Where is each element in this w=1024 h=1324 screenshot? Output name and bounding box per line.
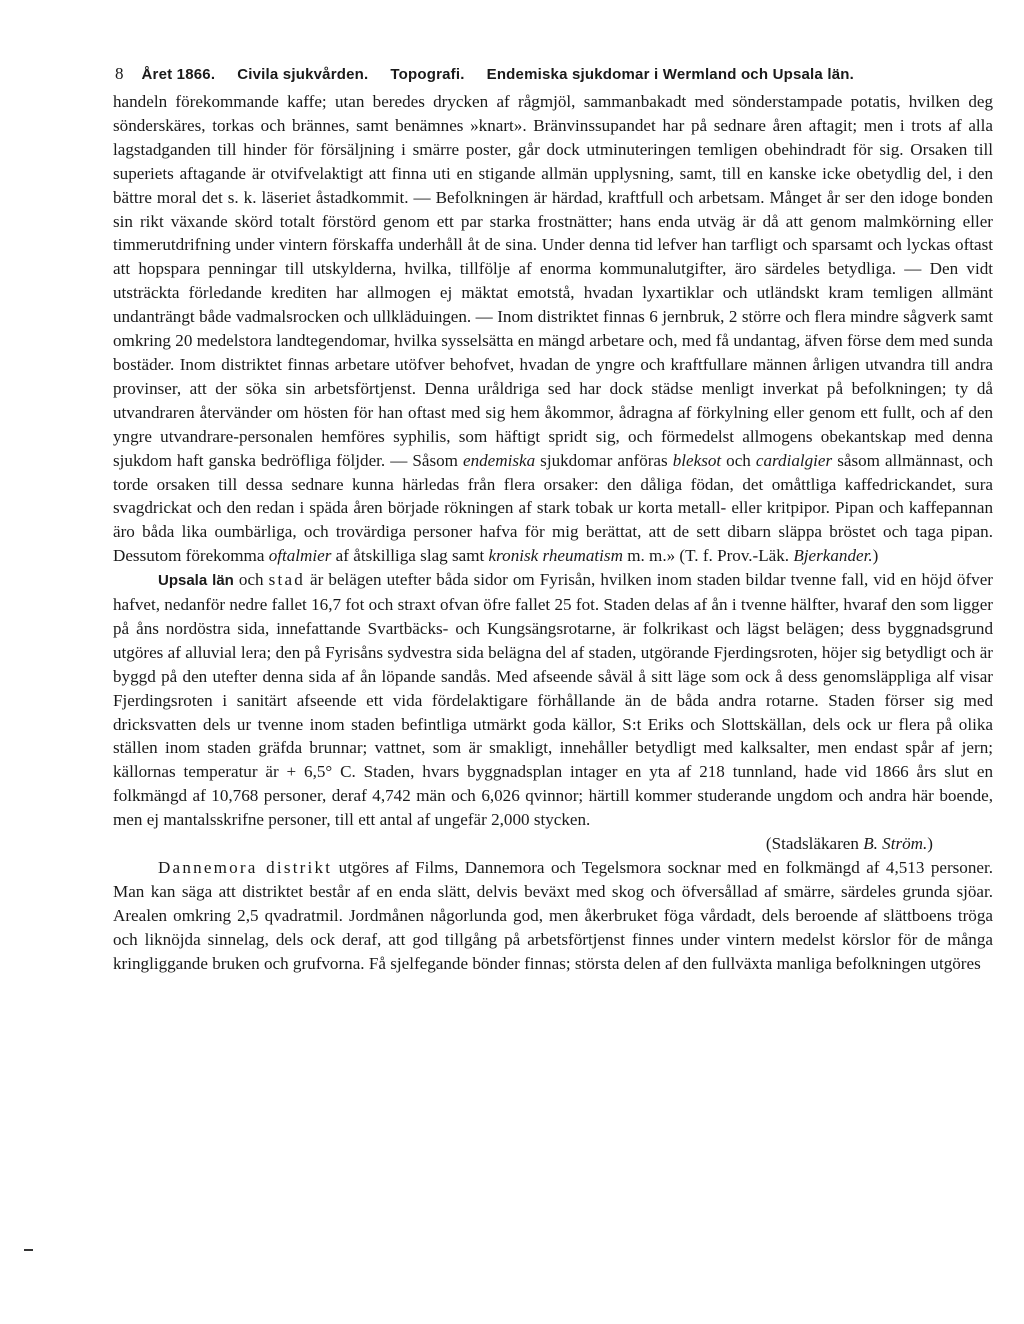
header-year: Året 1866. — [141, 66, 216, 83]
header-subsection: Topografi. — [390, 66, 465, 83]
paragraph-dannemora — [113, 856, 993, 976]
signature-stadslakaren — [113, 832, 993, 856]
italic-run: Bjerkander. — [793, 546, 873, 566]
text-run: utgöres af Films, Dannemora och Tegelsmora socknar med en folkmängd af 4,513 personer. Man kan säga att distriktet består af en enda slätt, delvis beväxt med skog och öfversållad af smärre, särdeles grunda sjöar. Arealen omkring 2,5 qvadratmil. Jordmånen någorlunda god, men åkerbruket föga vårdadt, dels beroende af slättboens tröga och liknöjda sinnelag, dels ock deraf, att god tillgång på arbetsförtjenst finnes under vintern medelst körslor för de många kringliggande bruken och grufvorna. Få sjelfegande bönder finnas; största delen af den fullväxta manliga befolkningen utgöres — [113, 858, 994, 973]
italic-run: kronisk rheumatism — [488, 546, 623, 566]
margin-mark — [24, 1249, 33, 1251]
italic-run: B. Ström. — [863, 834, 928, 854]
italic-run: cardialgier — [755, 450, 833, 470]
text-run: handeln förekommande kaffe; utan beredes drycken af rågmjöl, sammanbakadt med sönderstampade potatis, hvilken deg sönderskäres, torkas och brännes, samt benämnes »knart». Bränvinssupandet har på sednare åren aftagit; men i trots af alla lagstadganden till hinder för försäljning i smärre poster, går dock utminuteringen temligen obehindradt för sig. Orsaken till superiets aftagande är otvifvelaktigt att finna uti en stigande allmän upplysning, samt, till en kanske icke obetydlig del, i den bättre moral det s. k. läseriet åstadkommit. — Befolkningen är härdad, kraftfull och arbetsam. Månget år ser den idoge bonden sin rikt växande skörd totalt förstörd genom ett par starka frostnätter; hans enda utväg är då att genom malmkörning eller timmerutdrifning under vintern förskaffa underhåll åt de sina. Under denna tid lefver han tarfligt och sparsamt och lyckas oftast att hopspara penningar till utskylderna, hvilka, tillfölje af enorma kommunalutgifter, äro särdeles betydliga. — Den vidt utsträckta förledande krediten har allmogen ej mäktat emotstå, hvadan lyxartiklar och utländskt kram temligen allmänt undanträngt både vadmalsrocken och ullkläduingen. — Inom distriktet finnas 6 jernbruk, 2 större och flera mindre sågverk samt omkring 20 medelstora landtegendomar, hvilka sysselsätta en mängd arbetare och, med få undantag, äfven förse dem med sunda bostäder. Inom distriktet finnas arbetare utöfver behofvet, hvadan de yngre och kraftfullare männen årligen utvandra till andra provinser, att der söka sin arbetsförtjenst. Denna uråldriga sed har dock städse menligt inverkat på befolkningen; ty då utvandraren återvänder om hösten för han oftast med sig hem åkommor, ådragna af förkylning eller genom ett fullt, och af den yngre utvandrare-personalen hemföres syphilis, som häftigt spridt sig, och förmedelst allmogens obekantskap med denna sjukdom haft ganska bedröfliga följder. — Såsom — [113, 92, 993, 470]
text-run: och — [721, 450, 756, 470]
text-run: (Stadsläkaren — [765, 834, 864, 854]
page-number: 8 — [115, 64, 124, 83]
header-topic: Endemiska sjukdomar i Wermland och Upsala län. — [486, 66, 854, 83]
text-run: af åtskilliga slag samt — [331, 546, 489, 566]
text-run: är belägen utefter båda sidor om Fyrisån, hvilken inom staden bildar tvenne fall, vid en höjd öfver hafvet, nedanför nedre fallet 16,7 fot och straxt ofvan öfre fallet 25 fot. Staden delas af ån i tvenne hälfter, hvaraf den som ligger på åns nordöstra sida, innefattande Svartbäcks- och Kungsängsrotarne, är folkrikast och lägst belägen; dess byggnadsgrund utgöres af alluvial lera; den på Fyrisåns sydvestra sida belägna del af staden, utgörande Fjerdingsroten, höjer sig betydligt och är byggd på den utefter denna sida af ån löpande sandås. Med afseende såväl å sitt läge som ock å dess genomsläppliga alf visar Fjerdingsroten i sanitärt afseende ett vida fördelaktigare förhållande än de båda andra rotarne. Staden förser sig med dricksvatten dels ur tvenne inom staden befintliga utmärkt goda källor, S:t Eriks och Slottskällan, dels ock ur flera på olika ställen inom staden gräfda brunnar; vattnet, som är smakligt, innehåller betydligt med kalksalter, men endast spår af jern; källornas temperatur är + 6,5° C. Staden, hvars byggnadsplan intager en yta af 218 tunnland, hade vid 1866 års slut en folkmängd af 10,768 personer, deraf 4,742 män och 6,026 qvinnor; härtill kommer studerande ungdom och andra här boende, men ej mantalsskrifne personer, till ett antal af ungefär 2,000 stycken. — [113, 570, 993, 830]
text-run: ) — [927, 834, 933, 854]
text-run: m. m.» (T. f. Prov.-Läk. — [622, 546, 794, 566]
running-header — [115, 62, 1005, 87]
italic-run: endemiska — [462, 450, 536, 470]
text-run: ) — [872, 546, 879, 566]
text-run: såsom allmännast, och torde orsaken till dessa sednare kunna härledas från flera orsaker: den dåliga födan, det omåttliga kaffedrickandet, sura svagdrickat och den redan i späda åren började rökningen af stark tobak ur korta metall- eller kritpipor. Pipan och kaffepannan äro båda lika oumbärliga, och trovärdiga personer hafva för mig berättat, att de sett dibarn släppa bröstet och taga pipan. Dessutom förekomma — [113, 450, 994, 566]
spaced-heading-run: Dannemora distrikt — [158, 858, 333, 877]
text-run: och — [233, 570, 269, 590]
text-run: sjukdomar anföras — [535, 450, 673, 470]
header-section: Civila sjukvården. — [237, 66, 369, 83]
bold-heading-run: Upsala län — [158, 572, 234, 590]
spaced-heading-run: stad — [268, 570, 305, 590]
paragraph-wermland-continued — [113, 90, 993, 568]
italic-run: bleksot — [672, 450, 722, 470]
italic-run: oftalmier — [268, 546, 332, 566]
body-text — [113, 90, 993, 976]
paragraph-upsala-stad — [113, 568, 993, 832]
